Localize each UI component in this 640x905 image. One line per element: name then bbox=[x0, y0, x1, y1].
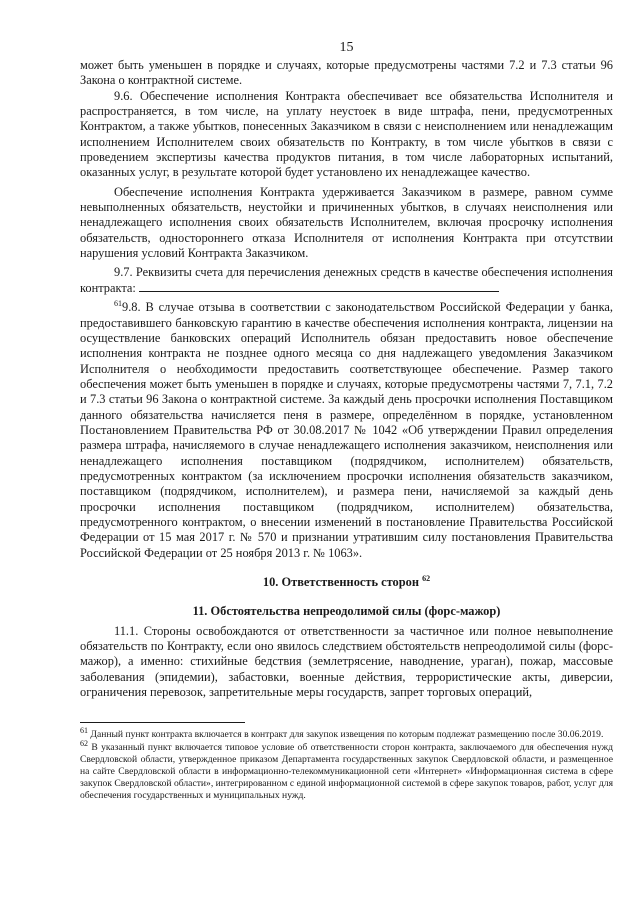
footnote-62-text: В указанный пункт включается типовое условие об ответственности сторон контракта, заключаемого для обеспечения нужд Свердловской области, утвержденное приказом Департамента государственных закупок Свердловской области, и размещенное на сайте Свердловской области в информационно-телекоммуникационной сети «Интернет» «Информационная система в сфере закупок Свердловской области», интегрированном с единой информационной системой в сфере закупок товаров, работ, услуг для обеспечения государственных и муниципальных нужд. bbox=[80, 742, 613, 802]
footnote-62 bbox=[80, 739, 613, 802]
paragraph-11-1: 11.1. Стороны освобождаются от ответственности за частичное или полное невыполнение обязательств по Контракту, если оно явилось следствием обстоятельств непреодолимой силы (форс-мажор), а именно: стихийные бедствия (землетрясение, наводнение, ураган), пожар, массовые заболевания (эпидемии), забастовки, военные действия, террористические акты, диверсии, ограничения перевозок, запретительные меры государств, запрет торговых операций, bbox=[80, 623, 613, 700]
section-10-heading bbox=[80, 575, 613, 590]
paragraph-9-8-text: 9.8. В случае отзыва в соответствии с законодательством Российской Федерации у банка, предоставившего банковскую гарантию в качестве обеспечения исполнения контракта, лицензии на осуществление банковских операций Исполнитель обязан предоставить новое обеспечение исполнения контракта не позднее одного месяца со дня надлежащего уведомления Заказчиком Исполнителя о необходимости предоставить соответствующее обеспечение. Размер такого обеспечения может быть уменьшен в порядке и случаях, которые предусмотрены частями 7, 7.1, 7.2 и 7.3 статьи 96 Закона о контрактной системе. За каждый день просрочки исполнения Поставщиком данного обязательства начисляется пеня в размере, определённом в порядке, установленном Постановлением Правительства РФ от 30.08.2017 № 1042 «Об утверждении Правил определения размера штрафа, начисляемого в случае ненадлежащего исполнения заказчиком, неисполнения или ненадлежащего исполнения поставщиком (подрядчиком, исполнителем) обязательств, предусмотренных контрактом (за исключением просрочки исполнения обязательств заказчиком, поставщиком (подрядчиком, исполнителем), и размера пени, начисляемой за каждый день просрочки исполнения поставщиком (подрядчиком, исполнителем) обязательства, предусмотренного контрактом, о внесении изменений в постановление Правительства Российской Федерации от 15 мая 2017 г. № 570 и признании утратившим силу постановления Правительства Российской Федерации от 25 ноября 2013 г. № 1063». bbox=[80, 300, 613, 560]
footnote-61 bbox=[80, 726, 613, 741]
footnote-marker-62: 62 bbox=[80, 739, 88, 749]
section-10-title: 10. Ответственность сторон bbox=[262, 575, 419, 589]
paragraph-9-7-text: 9.7. Реквизиты счета для перечисления денежных средств в качестве обеспечения исполнения контракта: bbox=[80, 265, 613, 295]
footnote-ref-62: 62 bbox=[422, 573, 431, 583]
footnote-marker-61: 61 bbox=[80, 726, 88, 736]
paragraph-9-7 bbox=[80, 265, 613, 296]
footnote-ref-61: 61 bbox=[114, 299, 122, 309]
account-details-blank-line bbox=[139, 281, 499, 292]
section-11-heading: 11. Обстоятельства непреодолимой силы (форс-мажор) bbox=[192, 604, 501, 619]
page-number: 15 bbox=[339, 40, 354, 55]
paragraph-9-6: 9.6. Обеспечение исполнения Контракта обеспечивает все обязательства Исполнителя и распространяется, в том числе, на уплату неустоек в виде штрафа, пени, предусмотренных Контрактом, а также убытков, понесенных Заказчиком в связи с неисполнением или ненадлежащим исполнением Исполнителем своих обязательств по Контракту, в том числе убытков в связи с проведением экспертизы качества продуктов питания, в том числе лабораторных испытаний, оказанных услуг, в результате которой будет установлено их ненадлежащее качество. bbox=[80, 88, 613, 180]
paragraph-continuation: может быть уменьшен в порядке и случаях, которые предусмотрены частями 7.2 и 7.3 статьи 96 Закона о контрактной системе. bbox=[80, 58, 613, 88]
paragraph-9-8 bbox=[80, 300, 613, 561]
footnote-61-text: Данный пункт контракта включается в контракт для закупок извещения по которым подлежат размещению после 30.06.2019. bbox=[88, 729, 604, 741]
footnote-separator bbox=[80, 722, 245, 723]
paragraph-security-withheld: Обеспечение исполнения Контракта удерживается Заказчиком в размере, равном сумме невыполненных обязательств, неустойки и причиненных убытков, в случаях неисполнения или ненадлежащего исполнения своих обязательств Исполнителем, включая просрочку исполнения обязательств, одностороннего отказа Исполнителя от исполнения Контракта при отсутствии нарушения условий Контракта Заказчиком. bbox=[80, 184, 613, 261]
